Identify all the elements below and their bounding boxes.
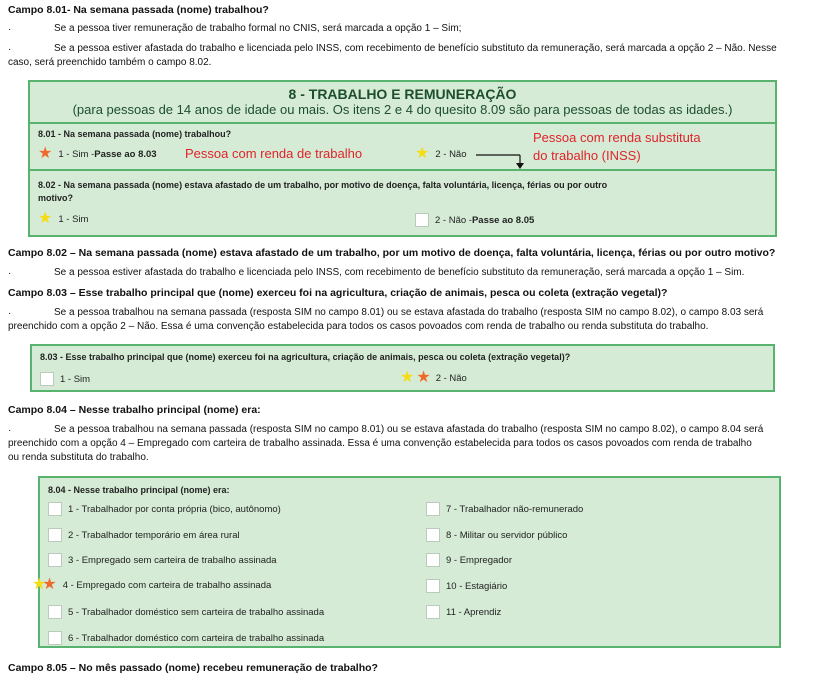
option-8-04-3[interactable] (48, 553, 277, 567)
annotation-renda-substituta-line2: do trabalho (INSS) (533, 148, 641, 163)
option-8-03-sim[interactable] (40, 372, 90, 386)
option-label: 1 - Sim - (58, 148, 95, 160)
paragraph-8-02: Se a pessoa estiver afastada do trabalho e licenciada pelo INSS, com recebimento de benefício substituto da remuneração, será marcada a opção 1 – Sim. (54, 267, 745, 278)
checkbox (426, 553, 440, 567)
star-icon: ★ (415, 145, 430, 162)
question-8-04: 8.04 - Nesse trabalho principal (nome) era: (48, 485, 230, 495)
star-icon: ★ (32, 576, 47, 593)
option-8-04-9[interactable] (426, 553, 512, 567)
paragraph-8-01-a: Se a pessoa tiver remuneração de trabalho formal no CNIS, será marcada a opção 1 – Sim; (54, 23, 462, 34)
skip-instruction: Passe ao 8.03 (94, 148, 157, 160)
heading-8-03: Campo 8.03 – Esse trabalho principal que (nome) exerceu foi na agricultura, criação de animais, pesca ou coleta (extração vegetal)? (8, 287, 668, 299)
divider (29, 122, 776, 124)
option-label: 7 - Trabalhador não-remunerado (446, 503, 584, 515)
option-8-02-nao[interactable] (415, 213, 534, 227)
question-8-02-line1: 8.02 - Na semana passada (nome) estava afastado de um trabalho, por motivo de doença, falta voluntária, licença, férias ou por outro (38, 180, 608, 190)
form-subtitle: (para pessoas de 14 anos de idade ou mais. Os itens 2 e 4 do quesito 8.09 são para pessoas de todas as idades.) (72, 102, 733, 117)
paragraph-8-03-line2: preenchido com a opção 2 – Não. Essa é uma convenção estabelecida para todos os casos povoados com renda de trabalho ou renda substituta do trabalho. (8, 321, 709, 332)
option-label: 2 - Trabalhador temporário em área rural (68, 529, 240, 541)
skip-instruction: Passe ao 8.05 (471, 214, 535, 226)
option-8-04-2[interactable] (48, 528, 240, 542)
question-8-03: 8.03 - Esse trabalho principal que (nome) exerceu foi na agricultura, criação de animais, pesca ou coleta (extração vegetal)? (40, 352, 571, 362)
option-8-04-6[interactable] (48, 631, 324, 645)
paragraph-8-03-line1: Se a pessoa trabalhou na semana passada (resposta SIM no campo 8.01) ou se estava afastada do trabalho (resposta SIM no campo 8.02), o campo 8.03 será (54, 307, 764, 318)
option-8-01-sim[interactable] (38, 145, 157, 162)
checkbox (426, 605, 440, 619)
paragraph-8-04-line1: Se a pessoa trabalhou na semana passada (resposta SIM no campo 8.01) ou se estava afastada do trabalho (resposta SIM no campo 8.02), o campo 8.04 será (54, 424, 764, 435)
bullet: · (8, 425, 12, 436)
checkbox (48, 553, 62, 567)
option-label: 6 - Trabalhador doméstico com carteira de trabalho assinada (68, 632, 325, 644)
question-8-01: 8.01 - Na semana passada (nome) trabalhou? (38, 129, 232, 139)
option-label: 2 - Não (435, 148, 467, 160)
option-label: 1 - Sim (58, 213, 89, 225)
option-label: 2 - Não - (435, 214, 472, 226)
heading-8-02: Campo 8.02 – Na semana passada (nome) estava afastado de um trabalho, por um motivo de doença, falta voluntária, licença, férias ou por outro motivo? (8, 247, 776, 259)
bullet: · (8, 44, 12, 55)
option-label: 1 - Trabalhador por conta própria (bico, autônomo) (68, 503, 281, 515)
option-8-04-4[interactable] (32, 576, 272, 593)
star-icon: ★ (42, 576, 57, 593)
divider (29, 169, 776, 171)
checkbox (426, 528, 440, 542)
heading-8-05: Campo 8.05 – No mês passado (nome) recebeu remuneração de trabalho? (8, 662, 378, 674)
bullet: · (8, 308, 12, 319)
paragraph-8-01-b-line1: Se a pessoa estiver afastada do trabalho e licenciada pelo INSS, com recebimento de benefício substituto da remuneração, será marcada a opção 2 – Não. Nesse (54, 43, 777, 54)
heading-8-01: Campo 8.01- Na semana passada (nome) trabalhou? (8, 4, 269, 16)
option-8-04-8[interactable] (426, 528, 567, 542)
checkbox (426, 579, 440, 593)
option-label: 1 - Sim (60, 373, 91, 385)
star-icon: ★ (38, 210, 53, 227)
annotation-renda-substituta-line1: Pessoa com renda substituta (533, 130, 701, 145)
star-icon: ★ (416, 369, 431, 386)
option-8-01-nao[interactable] (415, 145, 467, 162)
checkbox (48, 605, 62, 619)
question-8-02-line2: motivo? (38, 193, 73, 203)
option-8-04-10[interactable] (426, 579, 507, 593)
checkbox (48, 502, 62, 516)
option-8-04-5[interactable] (48, 605, 324, 619)
option-8-04-11[interactable] (426, 605, 501, 619)
option-8-03-nao[interactable] (400, 369, 467, 386)
checkbox (426, 502, 440, 516)
form-title: 8 - TRABALHO E REMUNERAÇÃO (288, 86, 517, 102)
arrow-icon (476, 150, 532, 170)
option-8-04-1[interactable] (48, 502, 281, 516)
checkbox (48, 528, 62, 542)
option-label: 3 - Empregado sem carteira de trabalho assinada (68, 554, 277, 566)
option-label: 10 - Estagiário (446, 580, 508, 592)
paragraph-8-01-b-line2: caso, será preenchido também o campo 8.02. (8, 57, 212, 68)
option-8-04-7[interactable] (426, 502, 583, 516)
checkbox (415, 213, 429, 227)
option-label: 8 - Militar ou servidor público (446, 529, 568, 541)
star-icon: ★ (38, 145, 53, 162)
option-8-02-sim[interactable] (38, 210, 89, 227)
star-icon: ★ (400, 369, 415, 386)
bullet: · (8, 24, 12, 35)
checkbox (40, 372, 54, 386)
bullet: · (8, 268, 12, 279)
option-label: 2 - Não (435, 372, 467, 384)
heading-8-04: Campo 8.04 – Nesse trabalho principal (nome) era: (8, 404, 261, 416)
option-label: 4 - Empregado com carteira de trabalho assinada (62, 579, 272, 591)
checkbox (48, 631, 62, 645)
option-label: 9 - Empregador (446, 554, 513, 566)
paragraph-8-04-line3: ou renda substituta do trabalho. (8, 452, 149, 463)
option-label: 11 - Aprendiz (446, 606, 502, 618)
option-label: 5 - Trabalhador doméstico sem carteira de trabalho assinada (68, 606, 325, 618)
paragraph-8-04-line2: preenchido com a opção 4 – Empregado com carteira de trabalho assinada. Essa é uma convenção estabelecida para todos os casos povoados com renda de trabalho (8, 438, 752, 449)
annotation-renda-trabalho: Pessoa com renda de trabalho (185, 146, 363, 161)
